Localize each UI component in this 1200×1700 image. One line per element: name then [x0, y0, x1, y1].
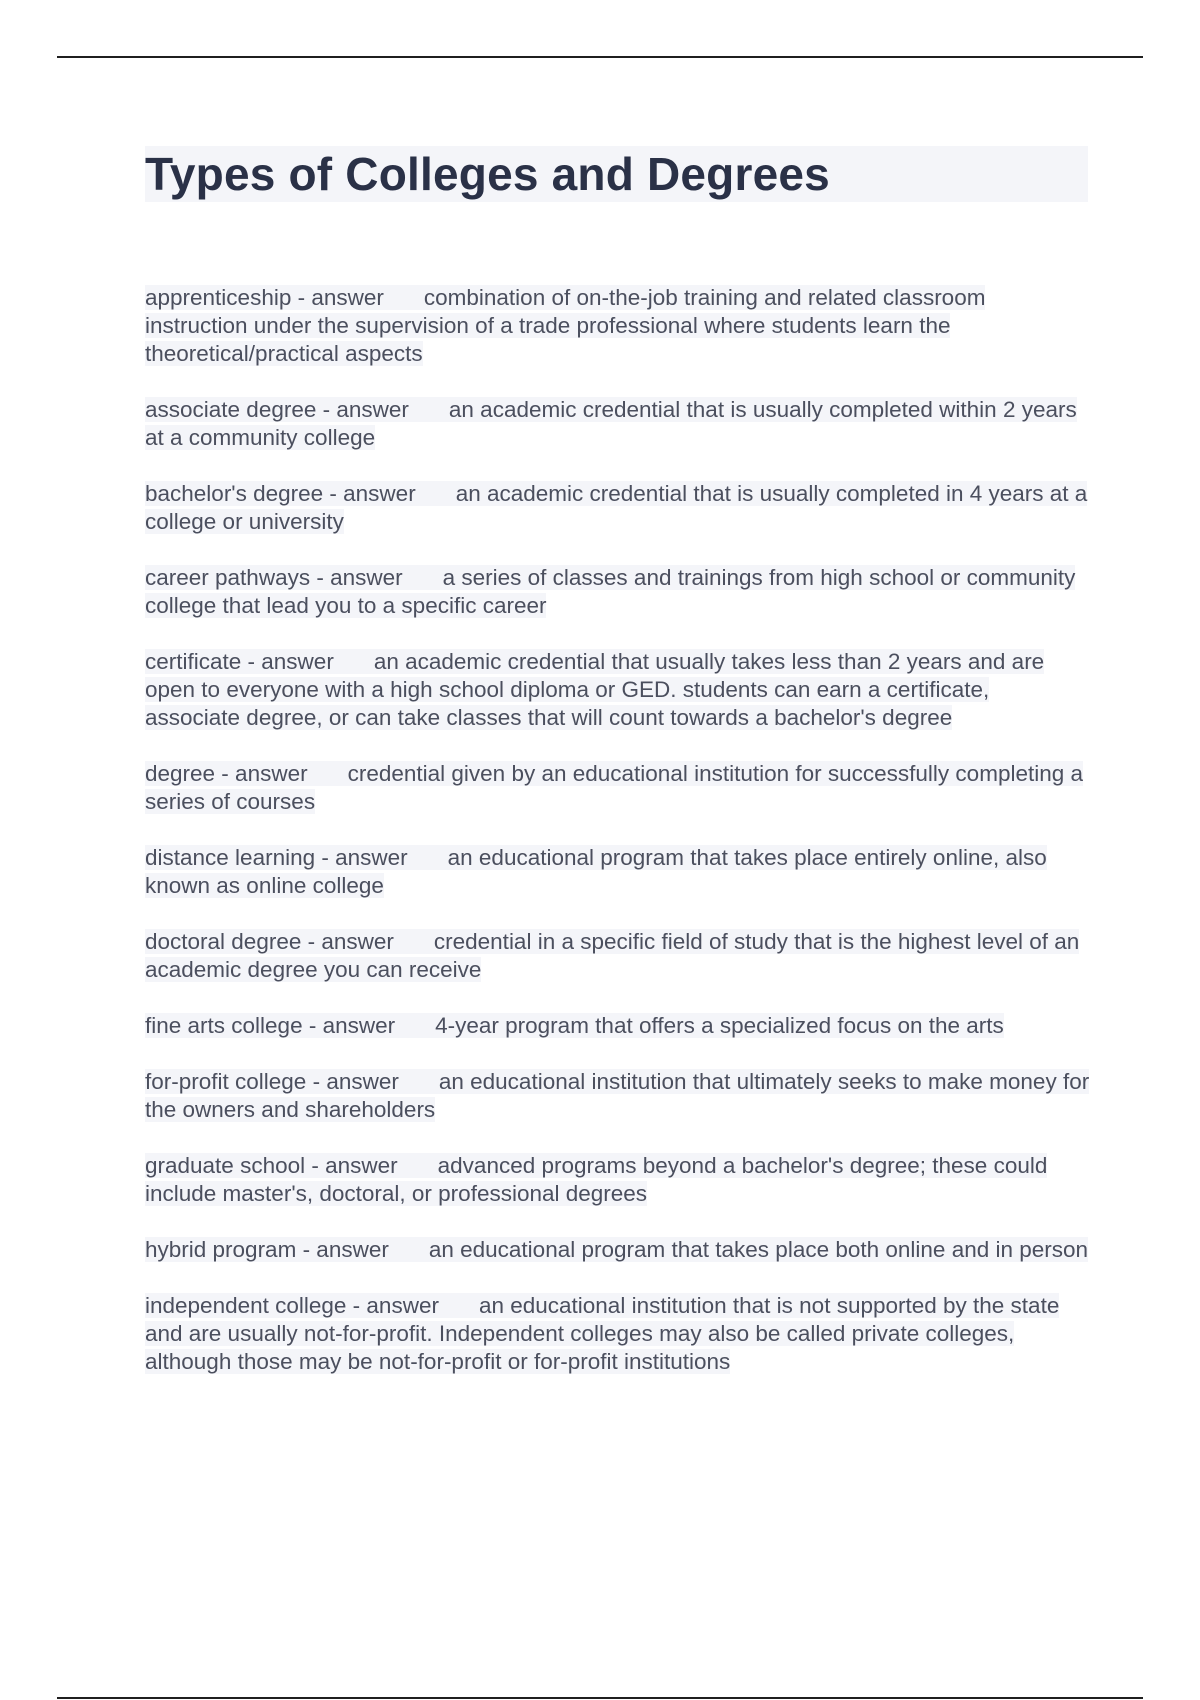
glossary-entry [145, 648, 1090, 732]
glossary-entry [145, 564, 1090, 620]
glossary-entry [145, 1012, 1090, 1040]
glossary-entry [145, 480, 1090, 536]
glossary-entry [145, 1236, 1090, 1264]
entry-term: associate degree - answer [145, 397, 409, 422]
entry-definition: 4-year program that offers a specialized focus on the arts [435, 1013, 1004, 1038]
entry-definition: an academic credential that is usually completed within 2 years at a community college [145, 397, 1077, 450]
entry-definition: an educational program that takes place entirely online, also known as online college [145, 845, 1047, 898]
entry-definition: an educational institution that ultimately seeks to make money for the owners and shareholders [145, 1069, 1090, 1122]
entry-term: hybrid program - answer [145, 1237, 389, 1262]
page-title: Types of Colleges and Degrees [145, 148, 830, 200]
entry-definition: credential in a specific field of study that is the highest level of an academic degree you can receive [145, 929, 1080, 982]
glossary-entry [145, 396, 1090, 452]
entry-term: doctoral degree - answer [145, 929, 394, 954]
entry-term: certificate - answer [145, 649, 334, 674]
entry-term: for-profit college - answer [145, 1069, 399, 1094]
entry-term: fine arts college - answer [145, 1013, 396, 1038]
top-rule [57, 56, 1143, 58]
entry-definition: an educational institution that is not supported by the state and are usually not-for-profit. Independent colleges may also be called private colleges, although those may be not-for-profit or for-profit institutions [145, 1293, 1060, 1374]
entry-term: distance learning - answer [145, 845, 408, 870]
entry-definition: combination of on-the-job training and related classroom instruction under the supervision of a trade professional where students learn the theoretical/practical aspects [145, 285, 986, 366]
entry-term: independent college - answer [145, 1293, 439, 1318]
bottom-rule [57, 1697, 1143, 1699]
entry-definition: advanced programs beyond a bachelor's degree; these could include master's, doctoral, or professional degrees [145, 1153, 1048, 1206]
entry-definition: credential given by an educational institution for successfully completing a series of courses [145, 761, 1084, 814]
glossary-entry [145, 1292, 1090, 1376]
entry-term: apprenticeship - answer [145, 285, 384, 310]
entry-term: degree - answer [145, 761, 308, 786]
glossary-entry [145, 1152, 1090, 1208]
title-band [145, 146, 1088, 202]
entry-definition: an academic credential that usually takes less than 2 years and are open to everyone with a high school diploma or GED. students can earn a certificate, associate degree, or can take classes that will count towards a bachelor's degree [145, 649, 1045, 730]
entry-definition: an academic credential that is usually completed in 4 years at a college or university [145, 481, 1088, 534]
glossary-entry [145, 844, 1090, 900]
glossary-entry [145, 928, 1090, 984]
entry-term: career pathways - answer [145, 565, 403, 590]
glossary-entry [145, 760, 1090, 816]
entry-definition: an educational program that takes place both online and in person [428, 1237, 1089, 1262]
entry-term: graduate school - answer [145, 1153, 398, 1178]
entry-term: bachelor's degree - answer [145, 481, 416, 506]
glossary-entry [145, 284, 1090, 368]
glossary-entry [145, 1068, 1090, 1124]
glossary-list [145, 284, 1090, 1404]
entry-definition: a series of classes and trainings from high school or community college that lead you to a specific career [145, 565, 1076, 618]
